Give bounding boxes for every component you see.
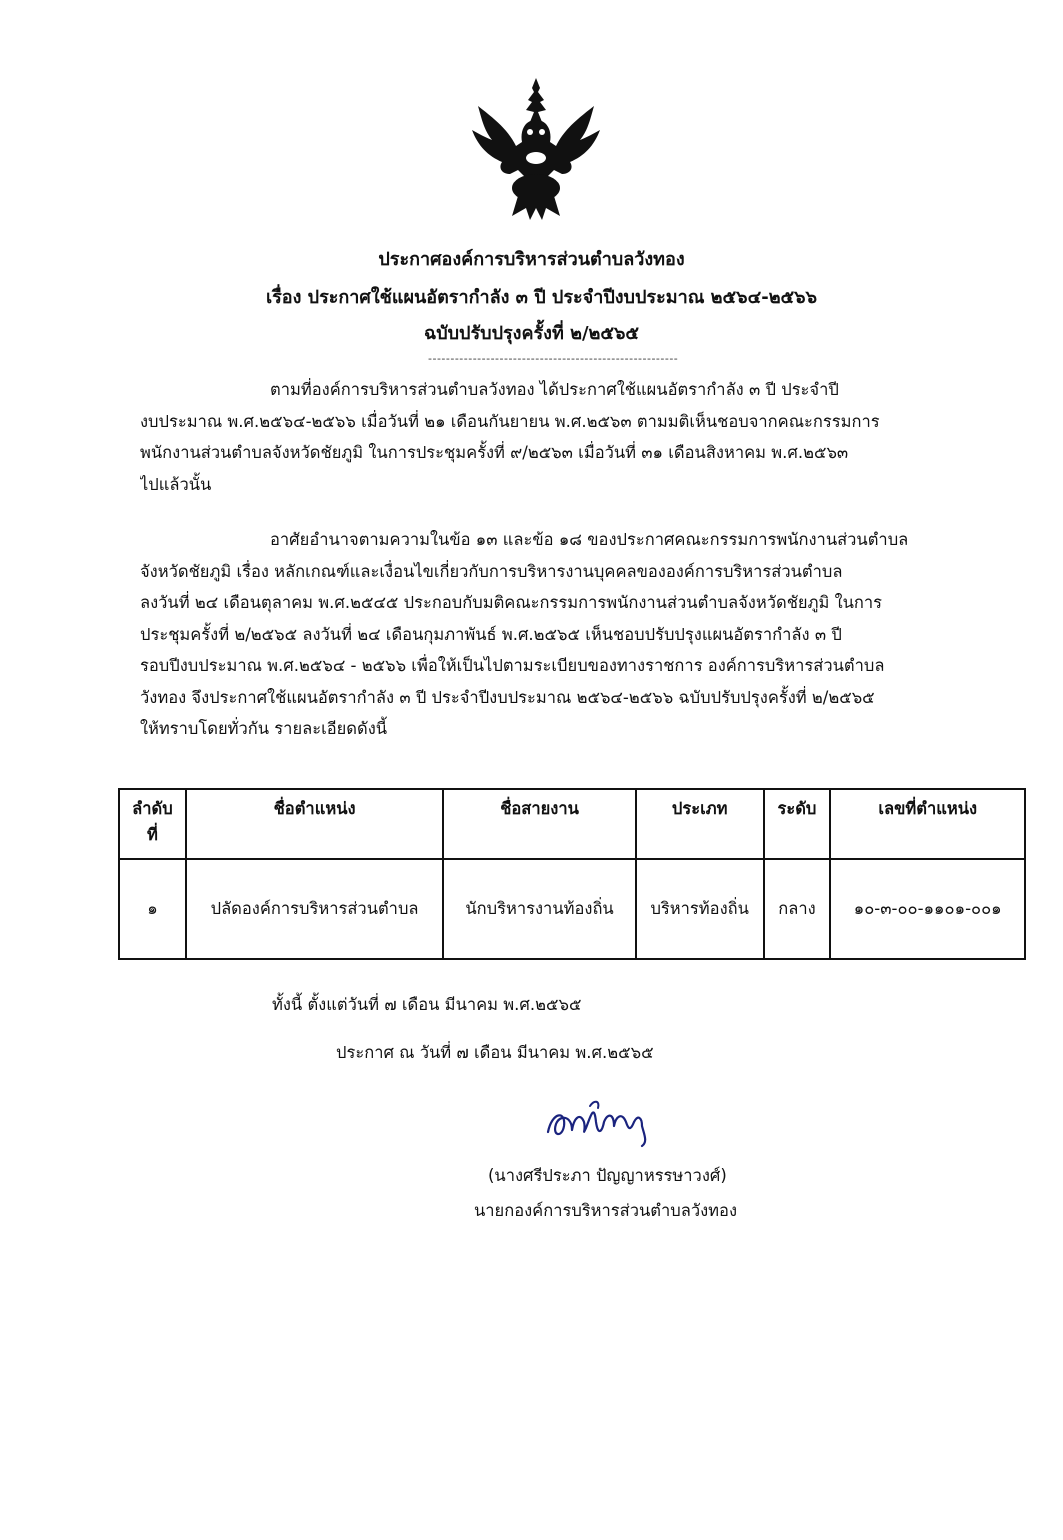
announcement-revision: ฉบับปรับปรุงครั้งที่ ๒/๒๕๖๕ (423, 323, 640, 344)
separator-line: -------------------------------------------------------- (428, 352, 678, 364)
header-position-name: ชื่อตำแหน่ง (186, 789, 443, 859)
paragraph-line: วังทอง จึงประกาศใช้แผนอัตรากำลัง ๓ ปี ประจำปีงบประมาณ ๒๕๖๔-๒๕๖๖ ฉบับปรับปรุงครั้งที่ ๒/๒๕๖๕ (140, 687, 875, 707)
paragraph-line: ตามที่องค์การบริหารส่วนตำบลวังทอง ได้ประกาศใช้แผนอัตรากำลัง ๓ ปี ประจำปี (270, 380, 839, 399)
paragraph-line: ให้ทราบโดยทั่วกัน รายละเอียดดังนี้ (140, 719, 388, 738)
position-table (118, 788, 1026, 960)
paragraph-background (140, 374, 972, 500)
cell-type: บริหารท้องถิ่น (636, 859, 764, 959)
paragraph-line: พนักงานส่วนตำบลจังหวัดชัยภูมิ ในการประชุมครั้งที่ ๙/๒๕๖๓ เมื่อวันที่ ๓๑ เดือนสิงหาคม พ.ศ.๒๕๖๓ (140, 443, 849, 462)
announcement-title: ประกาศองค์การบริหารส่วนตำบลวังทอง (378, 249, 685, 270)
paragraph-line: งบประมาณ พ.ศ.๒๕๖๔-๒๕๖๖ เมื่อวันที่ ๒๑ เดือนกันยายน พ.ศ.๒๕๖๓ ตามมติเห็นชอบจากคณะกรรมการ (140, 411, 880, 431)
paragraph-line: รอบปีงบประมาณ พ.ศ.๒๕๖๔ - ๒๕๖๖ เพื่อให้เป็นไปตามระเบียบของทางราชการ องค์การบริหารส่วนตำบล (140, 656, 885, 675)
cell-line-of-work: นักบริหารงานท้องถิ่น (443, 859, 636, 959)
paragraph-line: จังหวัดชัยภูมิ เรื่อง หลักเกณฑ์และเงื่อนไขเกี่ยวกับการบริหารงานบุคคลขององค์การบริหารส่วนตำบล (140, 561, 843, 581)
header-order: ลำดับ ที่ (119, 789, 186, 859)
handwritten-signature (538, 1092, 678, 1152)
cell-order: ๑ (119, 859, 186, 959)
header-level: ระดับ (764, 789, 831, 859)
paragraph-line: ไปแล้วนั้น (140, 474, 212, 494)
paragraph-line: ประชุมครั้งที่ ๒/๒๕๖๕ ลงวันที่ ๒๔ เดือนกุมภาพันธ์ พ.ศ.๒๕๖๕ เห็นชอบปรับปรุงแผนอัตรากำลัง ๓ ปี (140, 624, 842, 644)
announcement-date: ประกาศ ณ วันที่ ๗ เดือน มีนาคม พ.ศ.๒๕๖๕ (336, 1043, 654, 1062)
paragraph-line: ลงวันที่ ๒๔ เดือนตุลาคม พ.ศ.๒๕๔๕ ประกอบกับมติคณะกรรมการพนักงานส่วนตำบลจังหวัดชัยภูมิ ในการ (140, 593, 883, 612)
announcement-subject: เรื่อง ประกาศใช้แผนอัตรากำลัง ๓ ปี ประจำปีงบประมาณ ๒๕๖๔-๒๕๖๖ (265, 287, 818, 308)
cell-position-name: ปลัดองค์การบริหารส่วนตำบล (186, 859, 443, 959)
cell-level: กลาง (764, 859, 831, 959)
header-type: ประเภท (636, 789, 764, 859)
signer-title: นายกองค์การบริหารส่วนตำบลวังทอง (474, 1201, 738, 1220)
cell-position-number: ๑๐-๓-๐๐-๑๑๐๑-๐๐๑ (830, 859, 1025, 959)
header-position-number: เลขที่ตำแหน่ง (830, 789, 1025, 859)
table-header-row (119, 789, 1025, 859)
paragraph-line: อาศัยอำนาจตามความในข้อ ๑๓ และข้อ ๑๘ ของประกาศคณะกรรมการพนักงานส่วนตำบล (270, 530, 909, 549)
garuda-emblem-icon (466, 70, 606, 230)
effective-date: ทั้งนี้ ตั้งแต่วันที่ ๗ เดือน มีนาคม พ.ศ.๒๕๖๕ (272, 995, 582, 1014)
signer-name: (นางศรีประภา ปัญญาหรรษาวงศ์) (488, 1166, 727, 1185)
table-row (119, 859, 1025, 959)
paragraph-authority (140, 524, 972, 745)
header-line-of-work: ชื่อสายงาน (443, 789, 636, 859)
